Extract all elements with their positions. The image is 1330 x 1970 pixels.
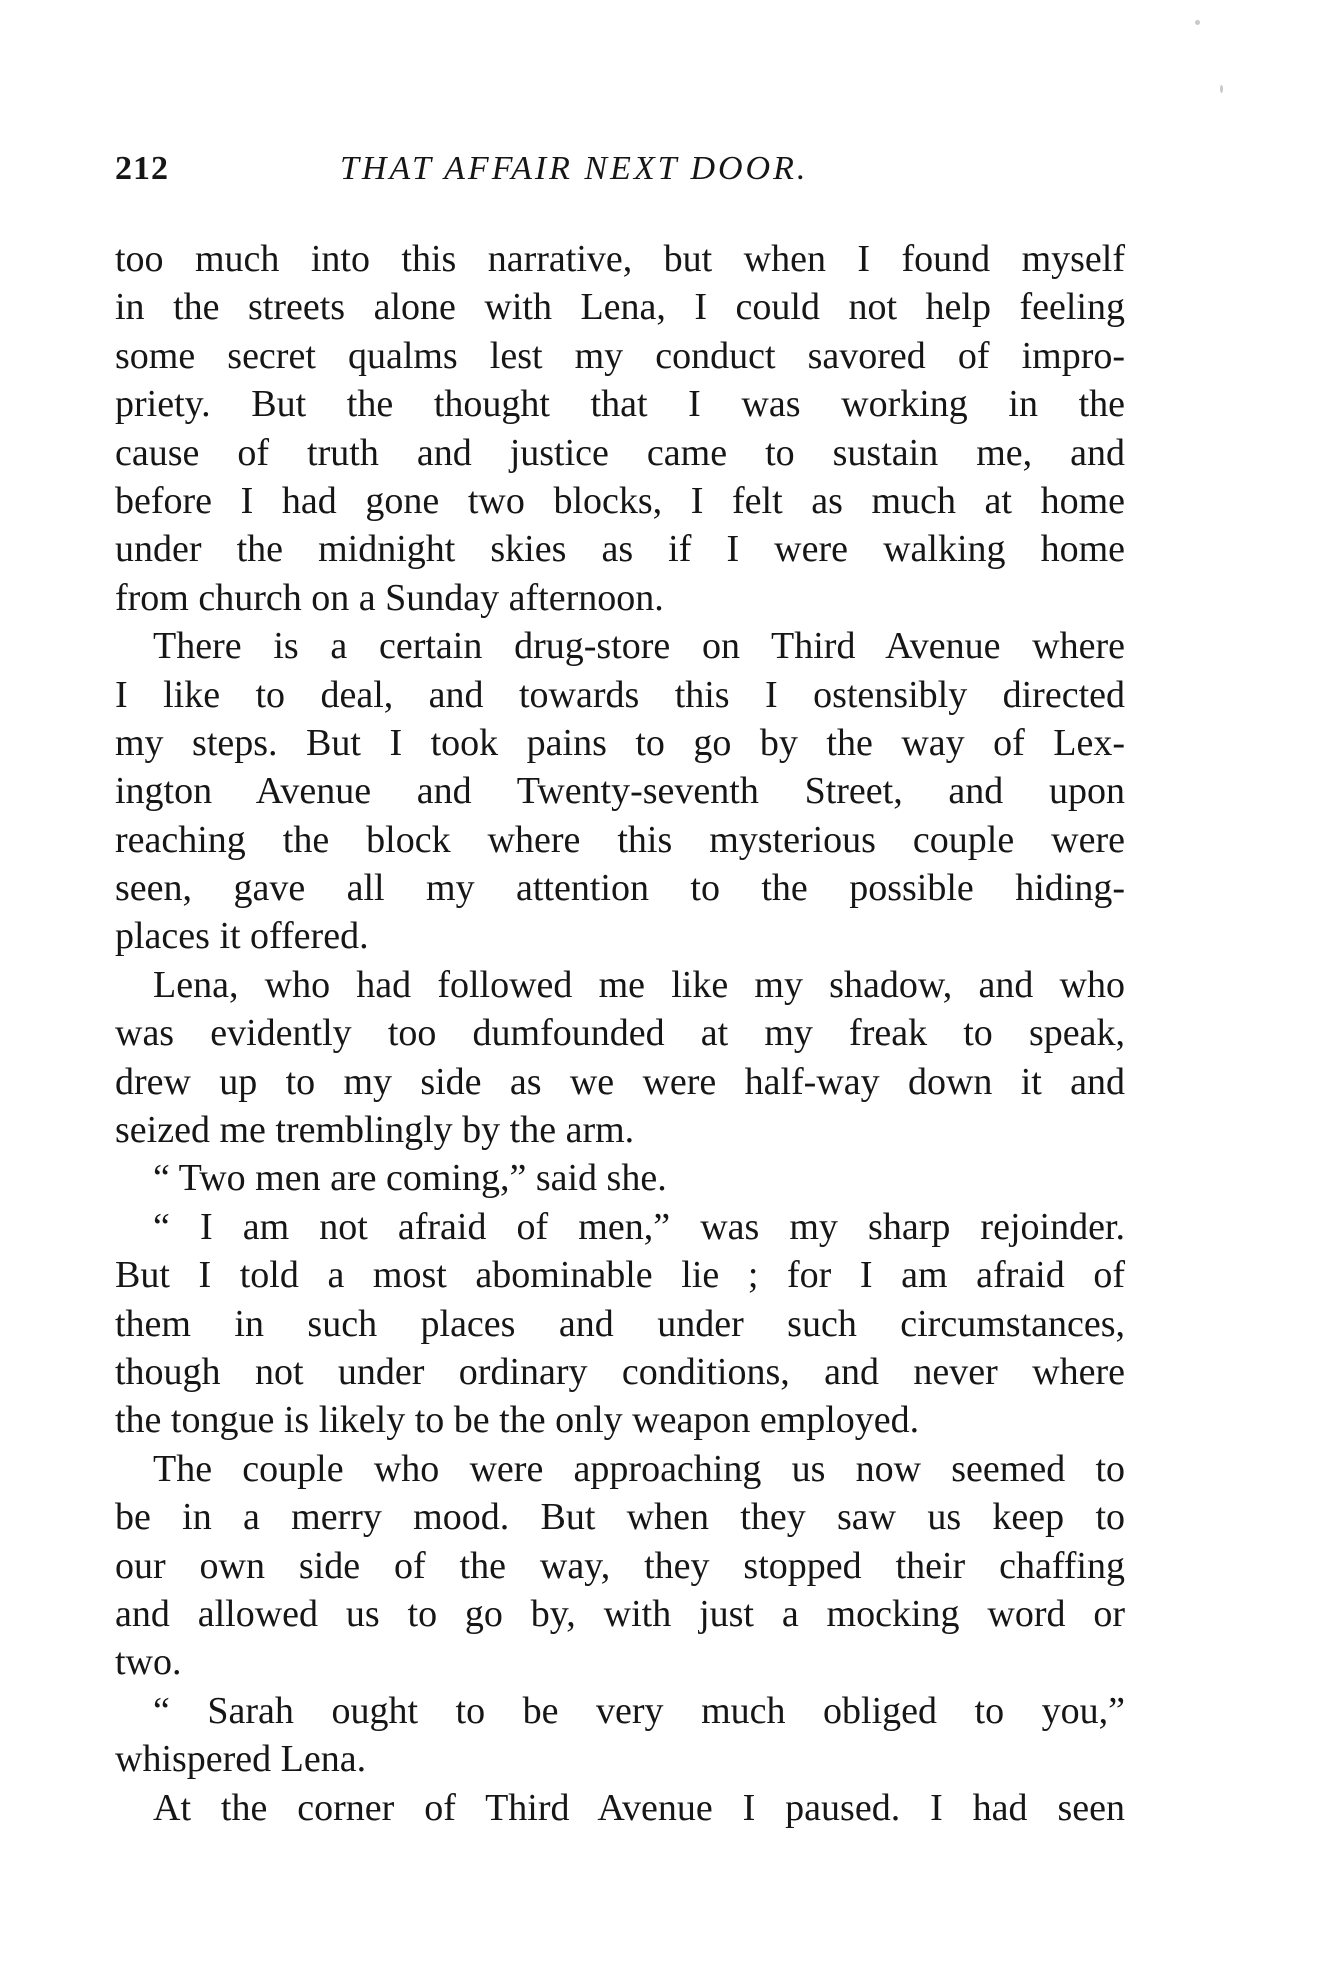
text-line: reaching the block where this mysterious couple were — [115, 818, 1125, 861]
text-line: I like to deal, and towards this I ostensibly directed — [115, 673, 1125, 716]
text-line: before I had gone two blocks, I felt as much at home — [115, 479, 1125, 522]
text-line: under the midnight skies as if I were walking home — [115, 528, 1125, 571]
text-line: from church on a Sunday afternoon. — [115, 576, 664, 619]
text-line: At the corner of Third Avenue I paused. I had seen — [153, 1786, 1125, 1829]
text-line: “ Two men are coming,” said she. — [153, 1157, 667, 1200]
text-line: my steps. But I took pains to go by the way of Lex- — [115, 721, 1125, 764]
text-line: though not under ordinary conditions, and never where — [115, 1350, 1125, 1393]
text-line: and allowed us to go by, with just a mocking word or — [115, 1592, 1125, 1635]
text-line: some secret qualms lest my conduct savored of impro- — [115, 334, 1125, 377]
text-line: seen, gave all my attention to the possible hiding- — [115, 867, 1125, 910]
text-line: the tongue is likely to be the only weapon employed. — [115, 1399, 920, 1442]
text-line: whispered Lena. — [115, 1738, 367, 1781]
page-speck — [1220, 85, 1223, 93]
text-line: The couple who were approaching us now seemed to — [153, 1447, 1125, 1490]
text-line: places it offered. — [115, 915, 369, 958]
text-line: them in such places and under such circumstances, — [115, 1302, 1125, 1345]
text-line: drew up to my side as we were half-way down it and — [115, 1060, 1125, 1103]
text-line: in the streets alone with Lena, I could not help feeling — [115, 286, 1125, 329]
text-line: cause of truth and justice came to sustain me, and — [115, 431, 1125, 474]
text-line: “ I am not afraid of men,” was my sharp rejoinder. — [153, 1205, 1125, 1248]
page-header — [115, 150, 1125, 200]
body-text — [115, 235, 1125, 1832]
text-line: be in a merry mood. But when they saw us keep to — [115, 1496, 1125, 1539]
text-line: There is a certain drug-store on Third Avenue where — [153, 625, 1125, 668]
page-speck — [1195, 20, 1200, 25]
text-line: priety. But the thought that I was working in the — [115, 383, 1125, 426]
page-number: 212 — [115, 150, 169, 187]
running-title: THAT AFFAIR NEXT DOOR. — [340, 150, 809, 187]
text-line: Lena, who had followed me like my shadow, and who — [153, 963, 1125, 1006]
text-line: too much into this narrative, but when I found myself — [115, 238, 1125, 280]
text-line: seized me tremblingly by the arm. — [115, 1109, 635, 1152]
text-line: But I told a most abominable lie ; for I am afraid of — [115, 1254, 1125, 1297]
text-line: our own side of the way, they stopped their chaffing — [115, 1544, 1125, 1587]
text-line: “ Sarah ought to be very much obliged to you,” — [153, 1689, 1125, 1732]
text-line: two. — [115, 1641, 182, 1684]
text-line: ington Avenue and Twenty-seventh Street, and upon — [115, 770, 1125, 813]
text-line: was evidently too dumfounded at my freak to speak, — [115, 1012, 1125, 1055]
